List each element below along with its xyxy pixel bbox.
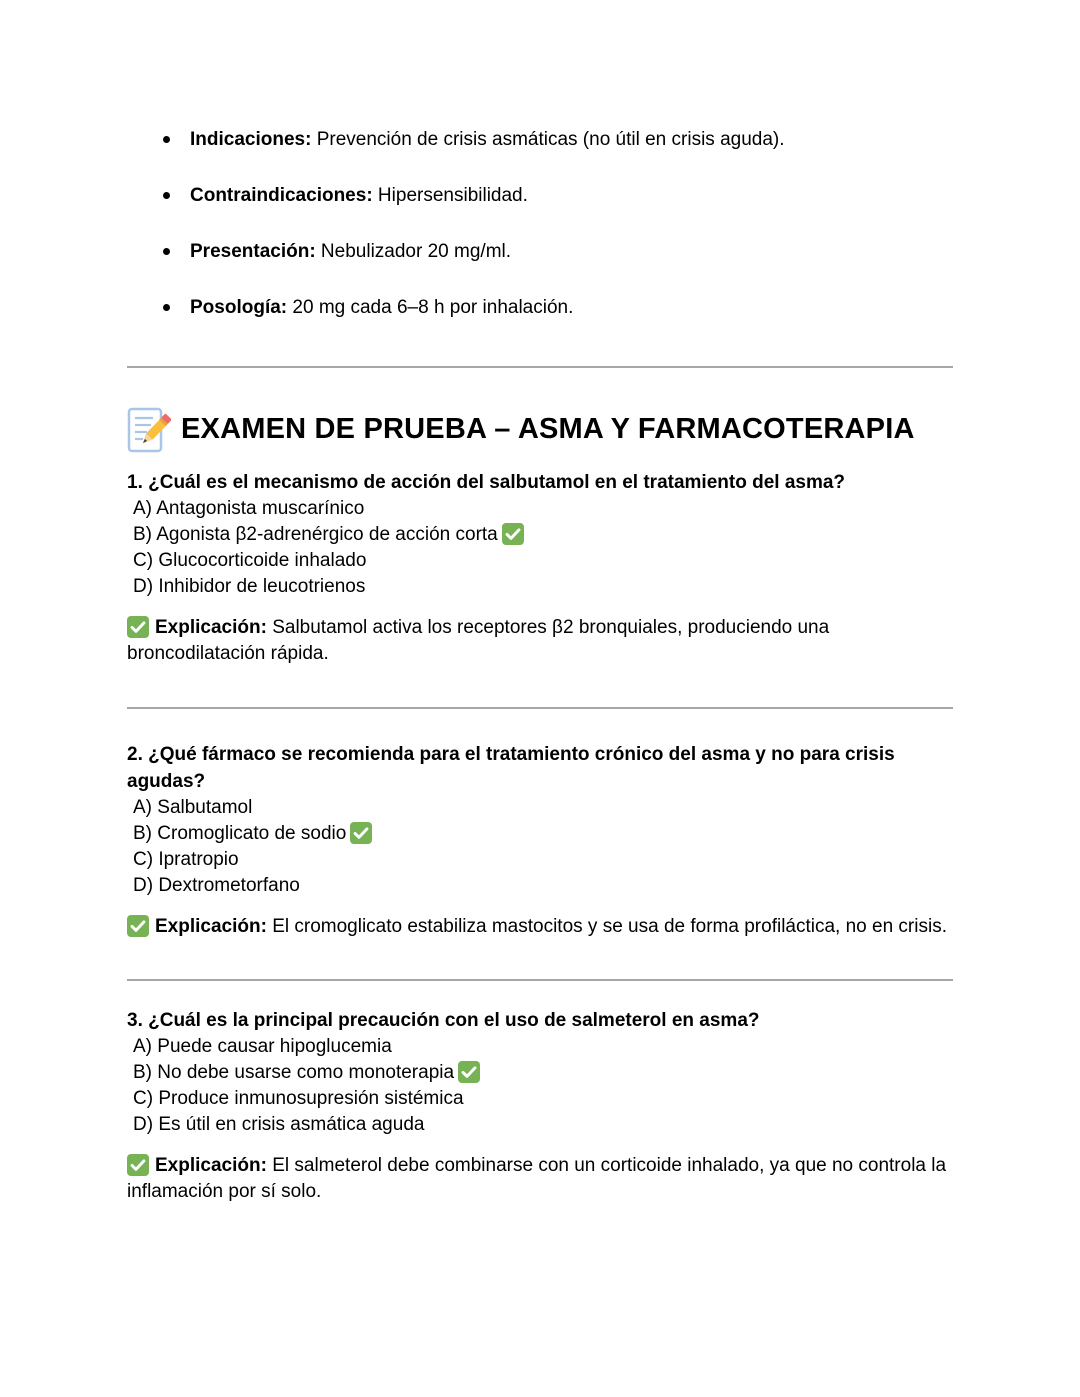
option-b-correct: [127, 821, 953, 847]
bullet-dot-icon: [163, 304, 170, 311]
check-icon: [350, 822, 372, 844]
option-d: [127, 1112, 953, 1138]
bullet-dot-icon: [163, 192, 170, 199]
section-divider: [127, 366, 953, 368]
bullet-label: Contraindicaciones:: [190, 185, 373, 206]
bullet-label: Indicaciones:: [190, 129, 312, 150]
option-text: A) Puede causar hipoglucemia: [133, 1036, 392, 1057]
option-text: C) Ipratropio: [133, 849, 239, 870]
explanation-text: El cromoglicato estabiliza mastocitos y se usa de forma profiláctica, no en crisis.: [266, 916, 947, 937]
bullet-text: Prevención de crisis asmáticas (no útil en crisis aguda).: [311, 129, 785, 150]
option-a: [127, 496, 953, 522]
question-1-options: [127, 496, 953, 600]
explanation-label: Explicación:: [155, 617, 267, 638]
bullet-dot-icon: [163, 136, 170, 143]
question-2-explanation: [127, 914, 953, 940]
option-text: C) Produce inmunosupresión sistémica: [133, 1088, 464, 1109]
check-icon: [502, 523, 524, 545]
option-text: C) Glucocorticoide inhalado: [133, 550, 367, 571]
option-text: D) Inhibidor de leucotrienos: [133, 576, 366, 597]
bullet-label: Presentación:: [190, 241, 316, 262]
exam-heading: [127, 404, 953, 454]
option-a: [127, 1034, 953, 1060]
question-1-title: 1. ¿Cuál es el mecanismo de acción del salbutamol en el tratamiento del asma?: [127, 472, 846, 493]
check-icon: [127, 915, 149, 937]
option-c: [127, 548, 953, 574]
option-text: D) Dextrometorfano: [133, 875, 300, 896]
section-divider: [127, 979, 953, 981]
exam-heading-title: EXAMEN DE PRUEBA – ASMA Y FARMACOTERAPIA: [181, 413, 915, 445]
option-c: [127, 1086, 953, 1112]
option-d: [127, 574, 953, 600]
question-3-options: [127, 1034, 953, 1138]
option-text: A) Salbutamol: [133, 797, 253, 818]
memo-icon: [127, 406, 171, 454]
section-divider: [127, 707, 953, 709]
check-icon: [127, 1154, 149, 1176]
list-item: [127, 295, 953, 321]
bullet-text: Nebulizador 20 mg/ml.: [315, 241, 512, 262]
option-text: B) No debe usarse como monoterapia: [133, 1062, 455, 1083]
option-b-correct: [127, 1060, 953, 1086]
explanation-text: El salmeterol debe combinarse con un corticoide inhalado, ya que no controla la inflamación por sí solo.: [127, 1155, 947, 1202]
question-3-explanation: [127, 1153, 953, 1205]
option-a: [127, 795, 953, 821]
list-item: [127, 127, 953, 153]
check-icon: [127, 616, 149, 638]
question-2-title: 2. ¿Qué fármaco se recomienda para el tratamiento crónico del asma y no para crisis agudas?: [127, 744, 895, 792]
option-c: [127, 847, 953, 873]
list-item: [127, 239, 953, 265]
question-2-options: [127, 795, 953, 899]
bullet-label: Posología:: [190, 297, 288, 318]
option-text: B) Agonista β2-adrenérgico de acción corta: [133, 524, 498, 545]
explanation-text: Salbutamol activa los receptores β2 bronquiales, produciendo una broncodilatación rápida.: [127, 617, 830, 664]
option-d: [127, 873, 953, 899]
bullet-dot-icon: [163, 248, 170, 255]
list-item: [127, 183, 953, 209]
drug-info-bullet-list: [127, 127, 953, 321]
explanation-label: Explicación:: [155, 916, 267, 937]
question-1-explanation: [127, 615, 953, 667]
bullet-text: Hipersensibilidad.: [372, 185, 528, 206]
option-text: D) Es útil en crisis asmática aguda: [133, 1114, 425, 1135]
option-text: B) Cromoglicato de sodio: [133, 823, 347, 844]
bullet-text: 20 mg cada 6–8 h por inhalación.: [287, 297, 574, 318]
check-icon: [458, 1061, 480, 1083]
option-b-correct: [127, 522, 953, 548]
option-text: A) Antagonista muscarínico: [133, 498, 365, 519]
explanation-label: Explicación:: [155, 1155, 267, 1176]
question-3-title: 3. ¿Cuál es la principal precaución con el uso de salmeterol en asma?: [127, 1010, 760, 1031]
